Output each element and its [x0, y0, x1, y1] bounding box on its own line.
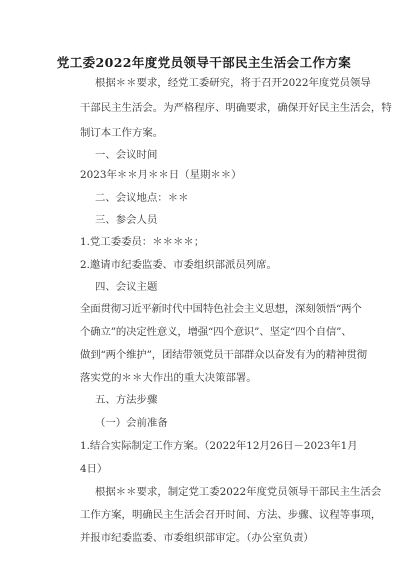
section-3-item-2: 2.邀请市纪委监委、市委组织部派员列席。 [80, 259, 277, 271]
section-4-heading: 四、会议主题 [95, 281, 158, 293]
section-1-heading: 一、会议时间 [95, 149, 158, 161]
intro-line-1: 根据＊＊要求，经党工委研究，将于召开2022年度党员领导 [95, 77, 371, 89]
section-5-para-line-3: 并报市纪委监委、市委组织部审定。（办公室负责） [80, 532, 314, 544]
section-5-item-1-line-2: 4日） [80, 463, 108, 475]
section-4-body-line-4: 落实党的＊＊大作出的重大决策部署。 [80, 372, 257, 384]
section-5-para-line-2: 工作方案，明确民主生活会召开时间、方法、步骤、议程等事项， [80, 509, 382, 521]
section-1-text: 2023年＊＊月＊＊日（星期＊＊） [80, 169, 242, 181]
section-5-heading: 五、方法步骤 [95, 394, 158, 406]
section-3-heading: 三、参会人员 [95, 214, 158, 226]
section-5-sub-heading: （一）会前准备 [95, 417, 168, 429]
section-4-body-line-3: 做到“两个维护”，团结带领党员干部群众以奋发有为的精神贯彻 [80, 349, 367, 361]
section-5-para-line-1: 根据＊＊要求，制定党工委2022年度党员领导干部民主生活会 [95, 486, 382, 498]
intro-line-2: 干部民主生活会。为严格程序、明确要求，确保开好民主生活会，特 [80, 102, 392, 114]
section-4-body-line-1: 全面贯彻习近平新时代中国特色社会主义思想，深刻领悟“两个 [80, 303, 362, 315]
section-2-heading: 二、会议地点：＊＊ [95, 192, 189, 204]
document-title: 党工委2022年度党员领导干部民主生活会工作方案 [56, 55, 352, 70]
section-5-item-1-line-1: 1.结合实际制定工作方案。（2022年12月26日－2023年1月 [80, 440, 358, 452]
intro-line-3: 制订本工作方案。 [80, 127, 164, 139]
section-3-item-1: 1.党工委委员：＊＊＊＊； [80, 236, 205, 248]
section-4-body-line-2: 个确立”的决定性意义，增强“四个意识”、坚定“四个自信”、 [80, 326, 352, 338]
